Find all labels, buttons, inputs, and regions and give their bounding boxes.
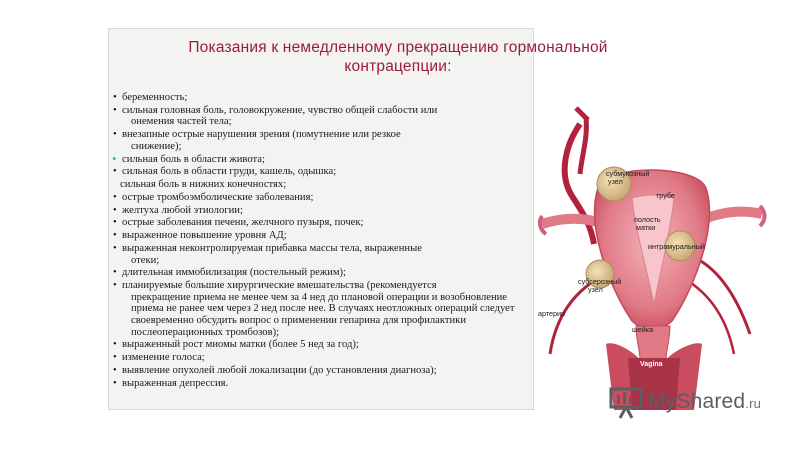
list-item: • длительная иммобилизация (постельный режим); [113,267,347,279]
list-item: • изменение голоса; [113,352,205,364]
myshared-logo [608,386,778,422]
list-item: • выявление опухолей любой локализации (до установления диагноза); [113,364,437,376]
list-item: • выраженный рост миомы матки (более 5 нед за год); [113,339,359,351]
list-item: • сильная головная боль, головокружение, чувство общей слабости или онемения частей тела; [113,104,438,128]
list-item: • планируемые большие хирургические вмешательства (рекомендуется прекращение приема не менее чем за 4 нед до плановой операции и возобновление приема не ранее чем через 2 нед после нее. В случаях неотложных операций следует своевременно обсудить вопрос о применении гепарина для профилактики послеоперационных тромбозов); [113,280,515,338]
indications-list [113,92,527,390]
label-subserous: субсерозный [578,277,622,286]
list-item: • выраженная неконтролируемая прибавка массы тела, выраженные отеки; [113,243,422,266]
list-item: сильная боль в нижних конечностях; [120,179,287,191]
uterus-illustration [536,104,768,410]
label-cavity-uterus: матки [636,223,656,232]
label-submucous: субмукозный [606,169,650,178]
label-cavity: полость [634,215,661,224]
list-item: • внезапные острые нарушения зрения (помутнение или резкое снижение); [113,129,401,152]
title-line-2: контрацепции: [344,58,452,75]
label-tube: трубе [656,191,675,200]
label-neck: шейка [632,325,654,334]
label-vagina: Vagina [640,361,663,368]
list-item: • острые тромбоэмболические заболевания; [113,191,314,203]
label-artery: артерии [538,309,566,318]
slide-title [118,38,678,76]
label-intramural: интрамуральный [648,242,705,251]
title-line-1: Показания к немедленному прекращению гормональной [188,39,608,56]
list-item: • сильная боль в области живота; [112,150,265,166]
list-item: • беременность; [113,92,188,103]
brand-name: MyShared.ru [648,390,762,413]
list-item: • сильная боль в области груди, кашель, одышка; [113,166,337,178]
list-item: • желтуха любой этиологии; [113,204,243,216]
label-subserous-node: узел [588,285,603,294]
presentation-board-icon [608,386,644,420]
list-item: • острые заболевания печени, желчного пузыря, почек; [113,217,364,229]
list-item: • выраженная депрессия. [113,377,229,389]
list-item: • выраженное повышение уровня АД; [113,230,287,242]
label-submucous-node: узел [608,177,623,186]
